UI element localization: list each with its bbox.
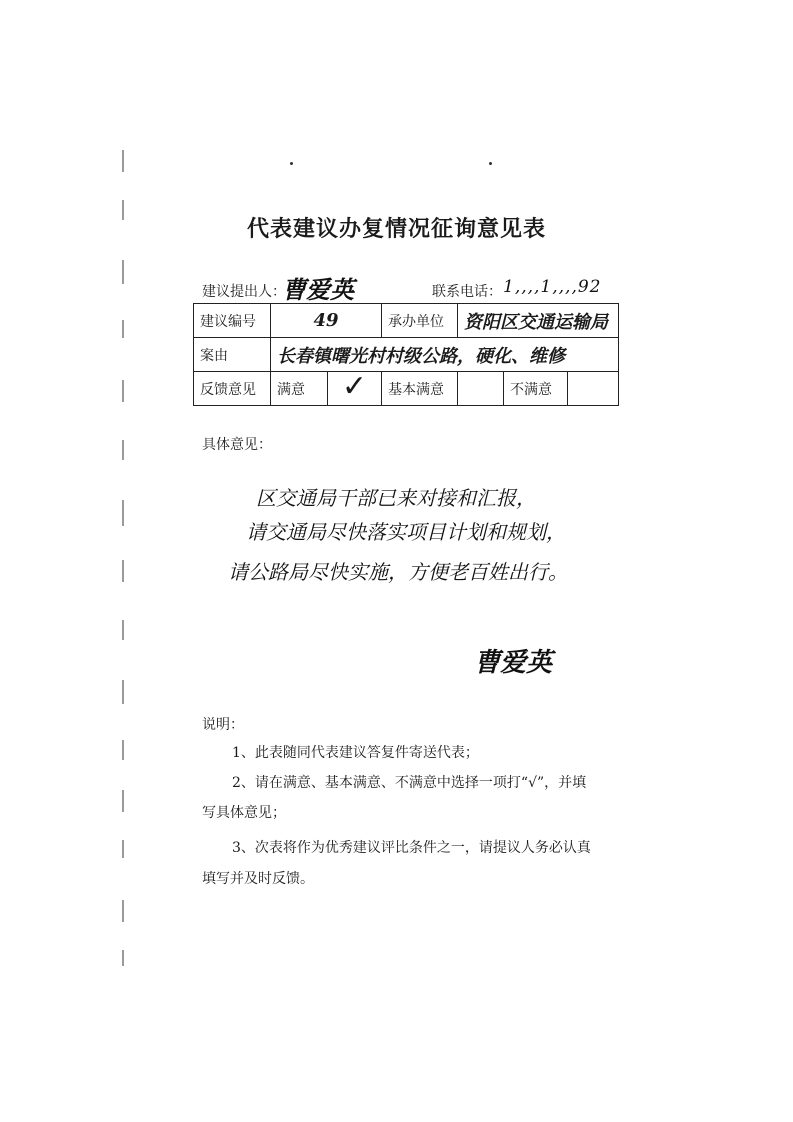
notes-title: 说明： [202, 717, 244, 733]
not-satisfied-check-cell[interactable] [568, 372, 619, 406]
not-satisfied-label: 不满意 [504, 372, 568, 406]
document-title: 代表建议办复情况征询意见表 [246, 216, 546, 242]
opinion-line: 请交通局尽快落实项目计划和规划， [246, 520, 566, 544]
unit-value: 资阳区交通运输局 [458, 304, 619, 338]
scan-dot [290, 162, 293, 165]
proposer-label: 建议提出人： [202, 284, 286, 300]
note-item-3-cont: 填写并及时反馈。 [202, 871, 314, 887]
scan-margin-marks [118, 140, 132, 970]
proposal-table [193, 303, 619, 406]
number-label: 建议编号 [194, 304, 271, 338]
table-row [194, 372, 619, 406]
handwritten-signature: 曹爱英 [474, 648, 553, 678]
note-item-2-cont: 写具体意见； [202, 805, 286, 821]
table-row [194, 304, 619, 338]
note-item-3: 3、次表将作为优秀建议评比条件之一，请提议人务必认真 [232, 840, 591, 856]
opinion-line: 请公路局尽快实施，方便老百姓出行。 [228, 560, 568, 584]
basic-satisfied-check-cell[interactable] [458, 372, 504, 406]
check-mark-icon: ✓ [341, 371, 368, 404]
opinion-line: 区交通局干部已来对接和汇报， [256, 486, 536, 510]
feedback-label: 反馈意见 [194, 372, 271, 406]
table-row [194, 338, 619, 372]
satisfied-check-cell[interactable] [328, 372, 382, 406]
opinion-label: 具体意见： [202, 437, 272, 453]
phone-label: 联系电话： [432, 284, 502, 300]
number-value: 49 [271, 304, 382, 338]
unit-label: 承办单位 [382, 304, 458, 338]
proposer-name: 曹爱英 [282, 275, 354, 304]
scan-dot [489, 162, 492, 165]
basic-satisfied-label: 基本满意 [382, 372, 458, 406]
cause-value: 长春镇曙光村村级公路，硬化、维修 [271, 338, 619, 372]
satisfied-label: 满意 [271, 372, 328, 406]
note-item-2: 2、请在满意、基本满意、不满意中选择一项打“√”，并填 [232, 775, 587, 791]
note-item-1: 1、此表随同代表建议答复件寄送代表； [232, 745, 479, 761]
cause-label: 案由 [194, 338, 271, 372]
phone-value: 1,,,,1,,,,92 [503, 277, 602, 297]
